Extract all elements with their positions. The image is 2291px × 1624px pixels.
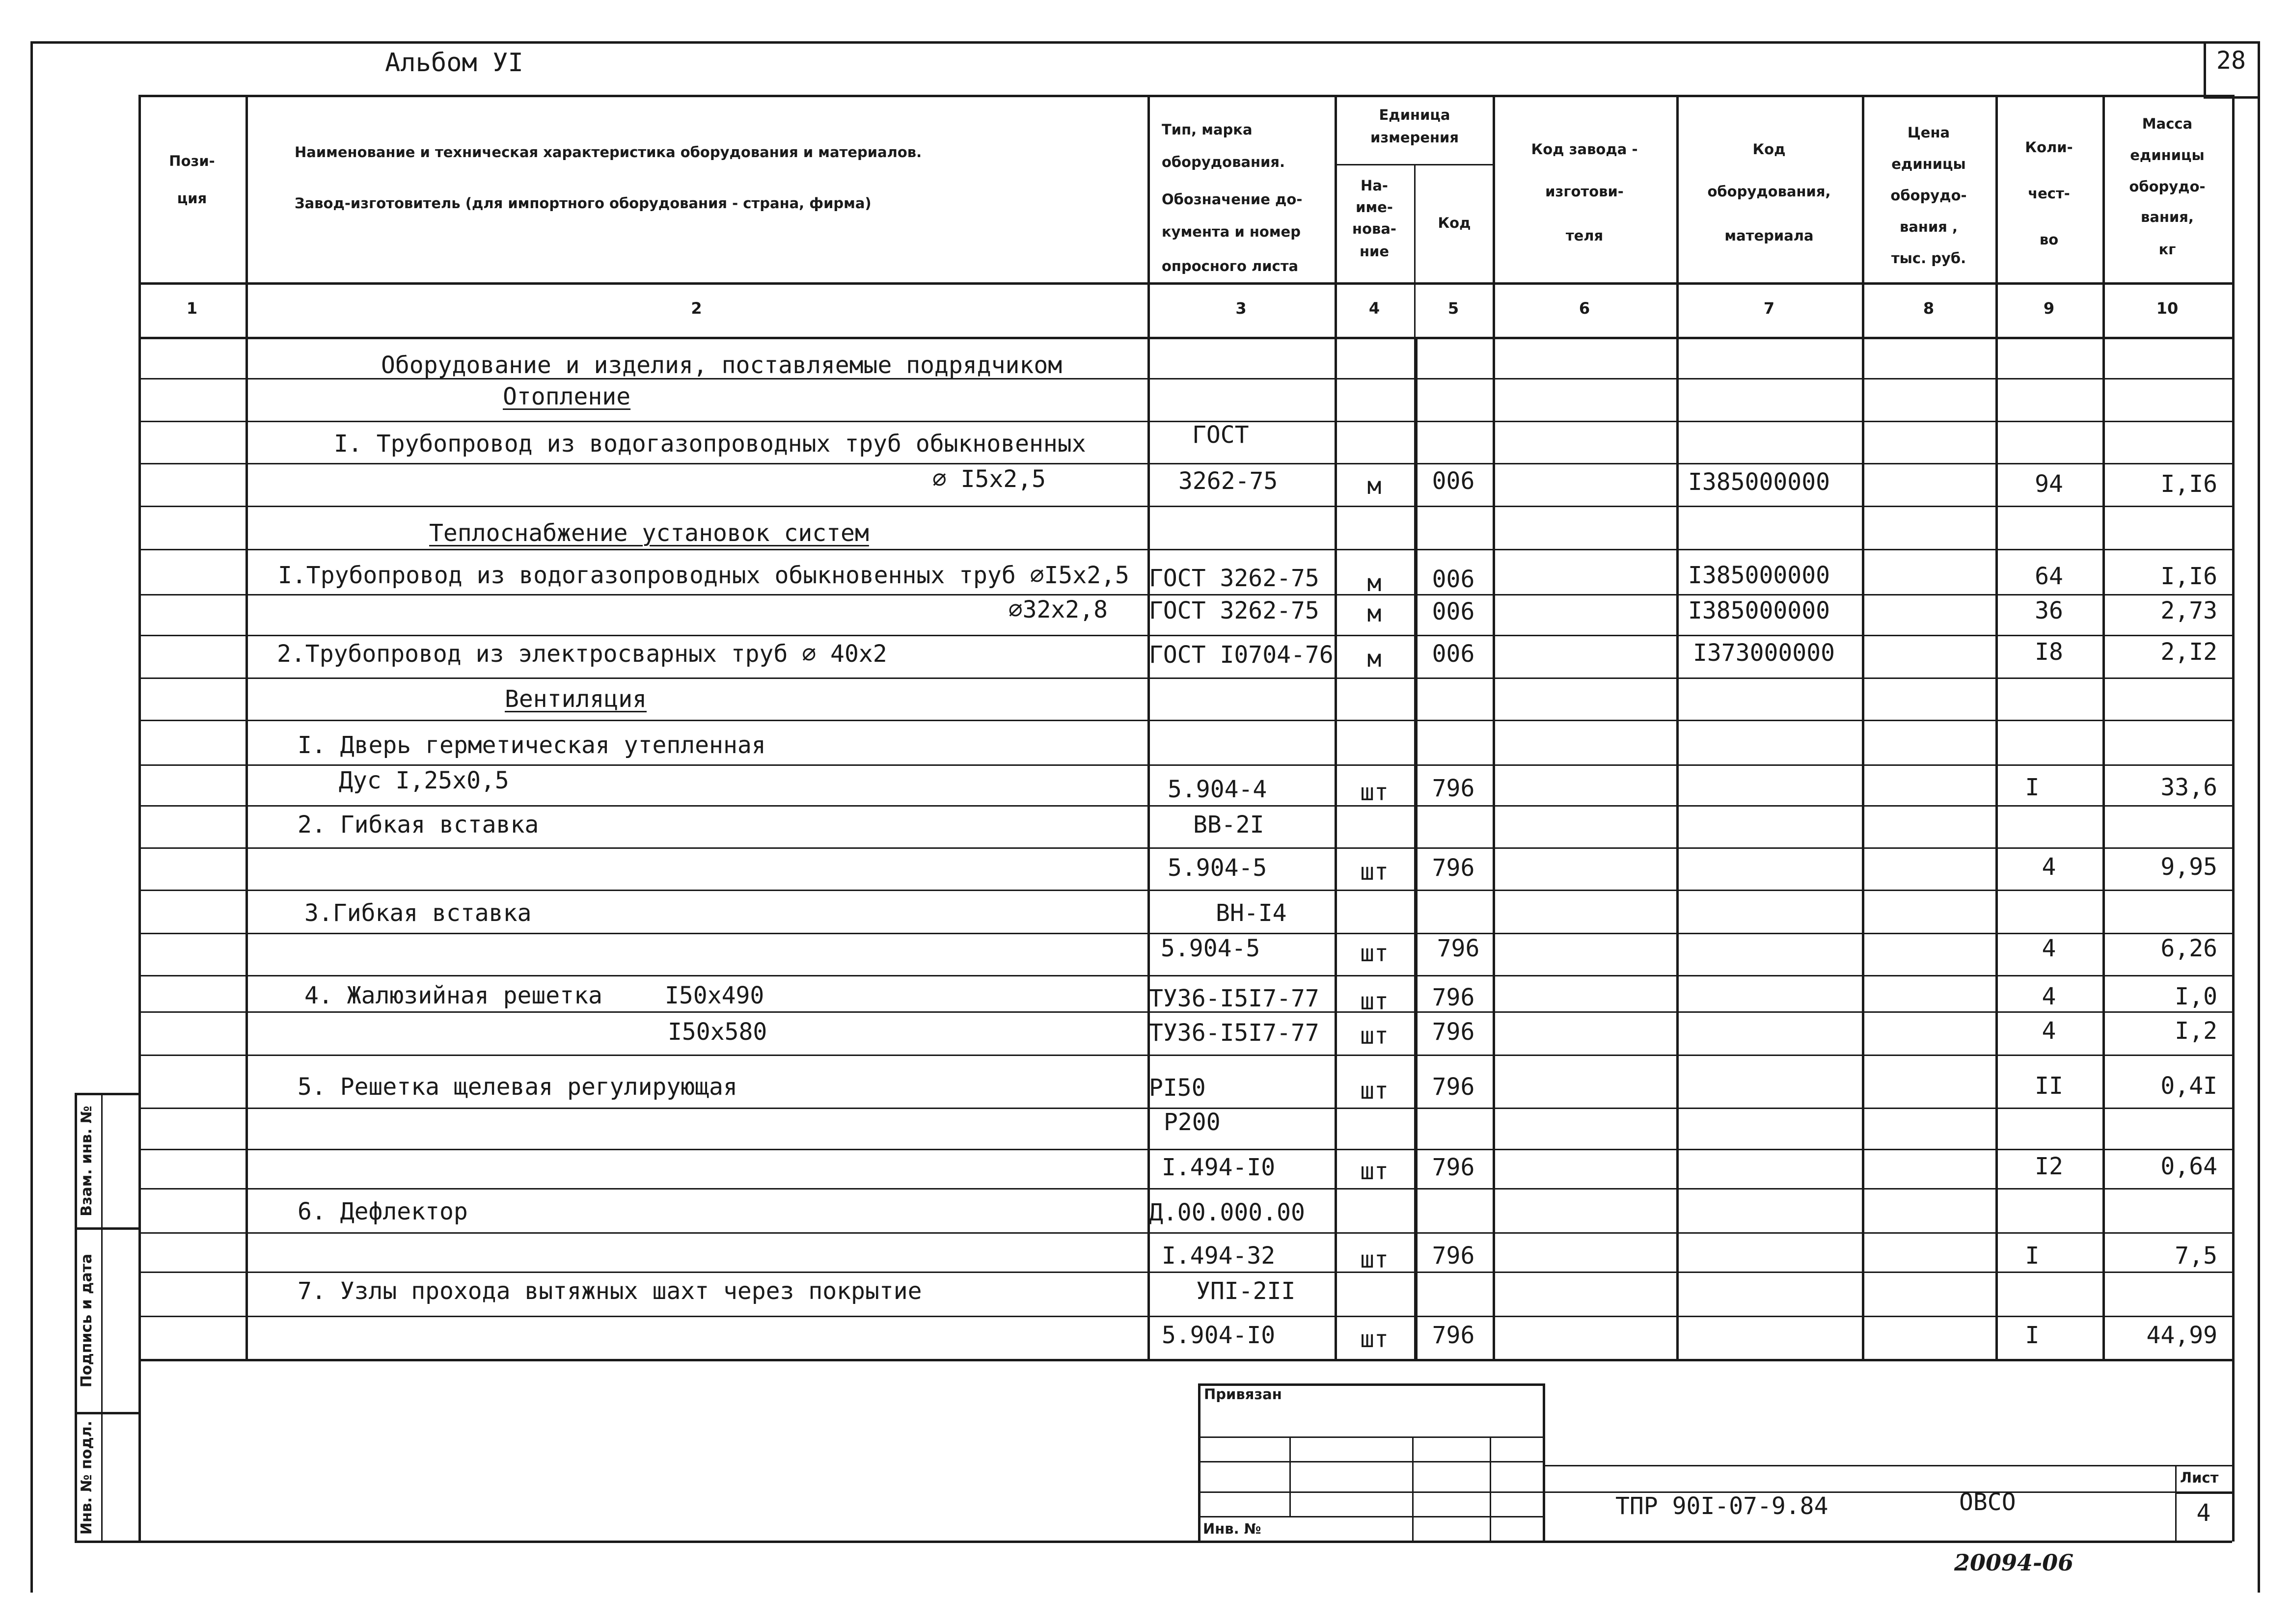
item-unit: шт [1360,940,1389,967]
item-type: 5.904-4 [1168,776,1267,803]
item-unit: шт [1360,1077,1389,1105]
item-type: PI50 [1149,1074,1206,1102]
side-label-vzam-inv: Взам. инв. № [78,1106,95,1217]
col-number: 3 [1235,299,1247,318]
item-type: I.494-I0 [1162,1154,1276,1181]
stamp-col [1490,1436,1491,1541]
stamp-inv-no: Инв. № [1203,1520,1261,1537]
header-mass-1: Масса [2142,115,2193,132]
item-code: I385000000 [1688,562,1830,589]
item-unit: м [1367,600,1382,627]
stamp-col [1289,1436,1291,1516]
header-name-2: Завод-изготовитель (для импортного оборудования - страна, фирма) [295,195,872,212]
item-unit-code: 796 [1432,775,1475,802]
row-line [138,549,2232,550]
frame-top [30,41,2260,44]
header-price-3: оборудо- [1890,187,1967,204]
item-type: ГОСТ I0704-76 [1149,641,1334,669]
header-unit-code: Код [1438,215,1471,231]
item-code: I373000000 [1693,639,1835,667]
list-label: Лист [2180,1469,2219,1486]
item-mass: 2,I2 [2160,638,2217,666]
section-title-ventilation: Вентиляция [505,685,647,713]
item-qty: 4 [2042,853,2056,881]
item-qty: II [2035,1072,2063,1100]
list-number: 4 [2196,1499,2211,1527]
item-name: 2. Гибкая вставка [298,811,539,839]
item-name: 6. Дефлектор [298,1198,468,1225]
header-price-4: вания , [1899,218,1958,235]
item-mass: 9,95 [2160,853,2217,881]
col-line-3 [1147,95,1150,1359]
col-number: 6 [1579,299,1590,318]
col-line-7 [1676,95,1679,1359]
stamp-line [1198,1436,1545,1438]
item-qty: 4 [2042,1017,2056,1045]
item-unit: шт [1360,1158,1389,1185]
item-type: ТУ36-I5I7-77 [1149,985,1319,1012]
col-number: 2 [691,299,702,318]
item-mass: I,I6 [2160,563,2217,590]
item-unit: шт [1360,858,1389,886]
header-qty-2: чест- [2028,185,2070,202]
item-unit: м [1367,645,1382,673]
item-name: 7. Узлы прохода вытяжных шахт через покрытие [298,1277,922,1305]
item-qty: I [2025,1242,2040,1270]
header-factory-2: изготови- [1545,183,1624,200]
header-unit-name-4: ние [1359,243,1390,260]
item-name: 2.Трубопровод из электросварных труб ∅ 40x2 [277,640,887,668]
item-code: I385000000 [1688,468,1830,496]
item-name: 3.Гибкая вставка [304,899,532,927]
item-qty: I [2025,774,2040,801]
table-top [138,95,2232,97]
item-unit-code: 796 [1432,1018,1475,1046]
header-mass-4: вания, [2141,209,2194,225]
row-line [138,975,2232,976]
item-unit-code: 006 [1432,598,1475,625]
header-type-2: оборудования. [1162,154,1285,170]
side-strip-left [75,1093,77,1542]
item-unit: шт [1360,1022,1389,1050]
header-price-2: единицы [1891,156,1966,172]
item-size: I50x580 [668,1018,767,1046]
item-name: I. Дверь герметическая утепленная [298,731,766,759]
item-unit-code: 006 [1432,566,1475,593]
item-mass: 6,26 [2160,935,2217,962]
header-unit-name-1: На- [1361,177,1388,194]
stamp-line [1198,1516,1545,1517]
item-qty: 94 [2035,470,2063,498]
item-unit: шт [1360,988,1389,1015]
item-type: ГОСТ 3262-75 [1149,565,1319,592]
item-type: ГОСТ [1192,421,1249,449]
stamp-right [1543,1383,1545,1542]
item-type: ВН-I4 [1216,899,1287,927]
header-name-1: Наименование и техническая характеристика оборудования и материалов. [295,144,922,161]
header-pos-2: ция [177,190,207,207]
item-qty: I [2025,1322,2040,1349]
col-number: 7 [1763,299,1775,318]
item-unit-code: 006 [1432,467,1475,495]
sheet-number-top: 28 [2216,46,2246,75]
item-mass: 33,6 [2160,774,2217,801]
row-line [138,506,2232,507]
handwritten-number: 20094-06 [1954,1549,2074,1576]
item-name: I.Трубопровод из водогазопроводных обыкновенных труб ∅I5x2,5 [278,562,1129,589]
header-price-1: Цена [1907,124,1950,141]
header-unit-name-2: име- [1356,199,1393,216]
item-code: I385000000 [1688,597,1830,624]
col-line-2 [245,95,248,1359]
header-unit-2: измерения [1370,129,1459,146]
row-line [138,1188,2232,1190]
col-number: 4 [1368,299,1380,318]
item-unit-code: 796 [1432,1322,1475,1349]
col-number: 1 [186,299,198,318]
item-name: ∅32x2,8 [1008,596,1108,623]
row-line [138,847,2232,849]
row-line [138,805,2232,807]
header-equip-code-1: Код [1752,141,1786,158]
side-label-signature-date: Подпись и дата [78,1253,95,1388]
item-unit-code: 796 [1437,935,1480,962]
item-unit-code: 796 [1432,984,1475,1011]
item-unit-code: 006 [1432,640,1475,668]
row-line [138,421,2232,422]
item-qty: 64 [2035,563,2063,590]
header-type-3: Обозначение до- [1162,191,1303,208]
header-equip-code-3: материала [1724,227,1814,244]
table-bottom [138,1359,2232,1361]
list-box-line [2175,1492,2232,1494]
item-name: ∅ I5x2,5 [932,465,1046,493]
col-line-11 [2232,95,2235,1359]
row-line [138,1316,2232,1317]
col-number: 8 [1923,299,1935,318]
header-qty-3: во [2039,231,2059,248]
item-unit: шт [1360,1326,1389,1353]
item-unit: шт [1360,779,1389,806]
item-type: 5.904-5 [1168,854,1267,882]
item-qty: 4 [2042,983,2056,1010]
header-type-1: Тип, марка [1162,121,1253,138]
frame-left [30,41,33,1593]
item-unit-code: 796 [1432,1242,1475,1270]
row-line [138,463,2232,464]
item-mass: 44,99 [2146,1322,2217,1349]
item-type: ВВ-2I [1193,811,1264,839]
header-price-5: тыс. руб. [1891,250,1966,267]
item-name: I. Трубопровод из водогазопроводных труб обыкновенных [334,430,1086,458]
bottom-border [138,1541,2232,1543]
header-factory-3: теля [1565,227,1604,244]
header-mass-2: единицы [2130,147,2205,163]
row-line [138,1232,2232,1234]
item-type: 5.904-I0 [1162,1322,1276,1349]
col-line-8 [1862,95,1864,1359]
item-qty: I2 [2035,1153,2063,1180]
item-type: P200 [1164,1109,1221,1136]
header-unit-1: Единица [1379,107,1450,123]
row-line [138,933,2232,934]
item-type: I.494-32 [1162,1242,1276,1270]
stamp-col [1412,1436,1414,1541]
item-mass: I,0 [2175,983,2217,1010]
item-unit: шт [1360,1246,1389,1273]
col-line-6 [1493,95,1495,1359]
item-type: ГОСТ 3262-75 [1149,597,1319,624]
stamp-line [1198,1461,1545,1462]
item-mass: 2,73 [2160,597,2217,624]
frame-right [2258,41,2260,1593]
row-line [138,677,2232,679]
colnum-bottom [138,337,2232,339]
document-code: ТПР 90I-07-9.84 [1615,1492,1828,1520]
header-pos-1: Пози- [169,153,215,169]
header-unit-name-3: нова- [1352,220,1396,237]
col-number: 5 [1447,299,1459,318]
item-mass: 0,64 [2160,1153,2217,1180]
header-qty-1: Коли- [2025,139,2073,156]
item-mass: 7,5 [2175,1242,2217,1270]
stamp-left [1198,1383,1200,1542]
row-line [138,594,2232,595]
section-title-contractor: Оборудование и изделия, поставляемые подрядчиком [381,352,1063,379]
row-line [138,1149,2232,1150]
item-name: 4. Жалюзийная решетка [304,982,602,1009]
item-name: Дус I,25x0,5 [339,767,509,794]
item-unit-code: 796 [1432,1154,1475,1181]
row-line [138,1272,2232,1273]
row-line [138,890,2232,891]
row-line [138,635,2232,636]
item-unit: м [1367,472,1382,500]
item-type: Д.00.000.00 [1149,1199,1305,1226]
header-equip-code-2: оборудования, [1707,183,1831,200]
header-type-5: опросного листа [1162,258,1299,274]
item-size: I50x490 [665,982,764,1009]
item-qty: I8 [2035,638,2063,666]
item-qty: 36 [2035,597,2063,624]
item-unit-code: 796 [1432,854,1475,882]
item-name: 5. Решетка щелевая регулирующая [298,1073,737,1101]
header-type-4: кумента и номер [1162,223,1301,240]
item-mass: I,I6 [2160,470,2217,498]
header-mass-3: оборудо- [2129,178,2206,195]
item-type: ТУ36-I5I7-77 [1149,1019,1319,1047]
section-title-heating: Отопление [503,383,631,410]
bottom-right-edge [2232,1359,2235,1542]
item-mass: 0,4I [2160,1072,2217,1100]
document-mark: ОВСО [1959,1489,2016,1516]
stamp-privyazan: Привязан [1204,1386,1282,1403]
header-mass-5: кг [2158,241,2176,258]
item-type: 3262-75 [1178,467,1278,495]
col-number: 9 [2043,299,2055,318]
item-unit: м [1367,569,1382,597]
col-number: 10 [2156,299,2179,318]
section-title-heat-supply: Теплоснабжение установок систем [429,519,869,547]
item-unit-code: 796 [1432,1073,1475,1101]
title-block-top [1543,1465,2232,1466]
item-type: 5.904-5 [1161,935,1260,962]
item-type: УПI-2II [1196,1277,1296,1305]
header-bottom [138,282,2232,285]
header-factory-1: Код завода - [1531,141,1638,158]
row-line [138,720,2232,721]
side-strip-mid [101,1093,103,1542]
side-label-inv-podl: Инв. № подл. [78,1420,95,1535]
item-qty: 4 [2042,935,2056,962]
item-mass: I,2 [2175,1017,2217,1045]
row-line [138,764,2232,766]
album-title: Альбом УI [385,48,523,78]
row-line [138,1055,2232,1056]
